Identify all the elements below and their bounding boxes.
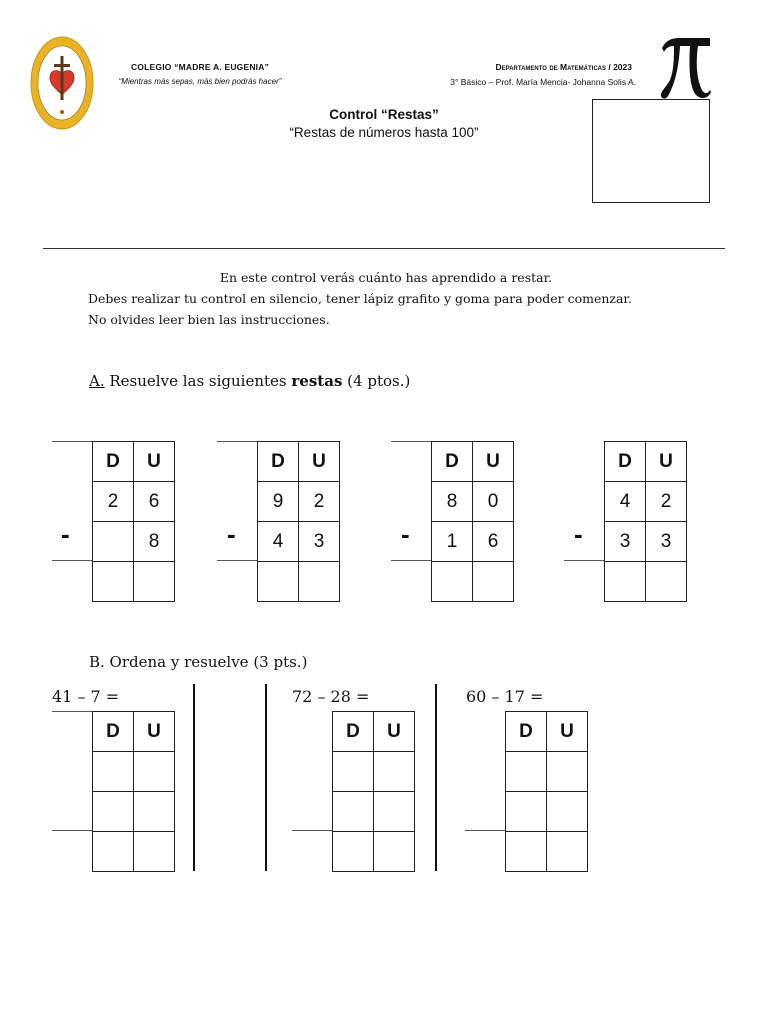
digit-cell[interactable] (93, 792, 134, 832)
digit-cell: 2 (299, 482, 340, 522)
digit-cell[interactable] (93, 752, 134, 792)
problem-a4-minus: - (574, 519, 583, 549)
page-title: Control “Restas” (329, 107, 439, 122)
answer-cell-u[interactable] (547, 832, 588, 872)
department-label: Departamento de Matemáticas / 2023 (495, 62, 632, 72)
header-d: D (506, 712, 547, 752)
digit-cell: 6 (134, 482, 175, 522)
problem-b2-result-line (292, 830, 332, 831)
header-u: U (374, 712, 415, 752)
digit-cell (93, 522, 134, 562)
answer-cell-u[interactable] (646, 562, 687, 602)
answer-cell-u[interactable] (134, 562, 175, 602)
header-d: D (258, 442, 299, 482)
header-u: U (473, 442, 514, 482)
problem-b1-top-line (52, 711, 92, 712)
answer-cell-u[interactable] (299, 562, 340, 602)
digit-cell: 6 (473, 522, 514, 562)
digit-cell: 1 (432, 522, 473, 562)
problem-b2-table (332, 711, 415, 872)
section-a-bold-word: restas (291, 372, 343, 390)
section-a-letter: A. (89, 372, 105, 390)
digit-cell[interactable] (506, 752, 547, 792)
problem-b1-table (92, 711, 175, 872)
digit-cell[interactable] (374, 752, 415, 792)
column-divider-1 (193, 684, 195, 871)
digit-cell: 3 (605, 522, 646, 562)
header-d: D (93, 712, 134, 752)
problem-b1-expression: 41 – 7 = (52, 687, 120, 706)
instruction-line-1: En este control verás cuánto has aprendido a restar. (219, 270, 553, 285)
problem-a3-table (431, 441, 514, 602)
header-d: D (93, 442, 134, 482)
course-label: 3° Básico – Prof. María Mencia- Johanna Solis A. (450, 77, 636, 87)
answer-cell-d[interactable] (506, 832, 547, 872)
section-a-text: Resuelve las siguientes (109, 372, 287, 390)
digit-cell: 3 (299, 522, 340, 562)
section-a-points: (4 ptos.) (347, 372, 411, 390)
problem-a4-result-line (564, 560, 604, 561)
header-u: U (547, 712, 588, 752)
header-u: U (134, 712, 175, 752)
digit-cell[interactable] (547, 792, 588, 832)
header-u: U (646, 442, 687, 482)
answer-cell-d[interactable] (93, 832, 134, 872)
pi-icon (658, 34, 712, 100)
answer-cell-d[interactable] (605, 562, 646, 602)
problem-a4-table (604, 441, 687, 602)
answer-cell-u[interactable] (473, 562, 514, 602)
digit-cell: 9 (258, 482, 299, 522)
page-subtitle: “Restas de números hasta 100” (289, 125, 479, 140)
answer-cell-d[interactable] (93, 562, 134, 602)
answer-cell-u[interactable] (134, 832, 175, 872)
column-divider-2 (265, 684, 267, 871)
problem-a2-table (257, 441, 340, 602)
problem-a1-result-line (52, 560, 92, 561)
header-u: U (134, 442, 175, 482)
school-motto: “Mientras más sepas, más bien podrás hacer” (118, 77, 282, 86)
problem-a2-result-line (217, 560, 257, 561)
problem-a3-top-line (391, 441, 431, 442)
answer-cell-d[interactable] (333, 832, 374, 872)
instruction-line-3: No olvides leer bien las instrucciones. (88, 312, 330, 327)
problem-a3-minus: - (401, 519, 410, 549)
digit-cell: 8 (134, 522, 175, 562)
digit-cell: 2 (93, 482, 134, 522)
header-u: U (299, 442, 340, 482)
problem-b3-table (505, 711, 588, 872)
instruction-line-2: Debes realizar tu control en silencio, tener lápiz grafito y goma para poder comenzar. (88, 291, 633, 306)
problem-b2-expression: 72 – 28 = (292, 687, 370, 706)
digit-cell: 8 (432, 482, 473, 522)
digit-cell: 3 (646, 522, 687, 562)
digit-cell: 0 (473, 482, 514, 522)
digit-cell[interactable] (134, 792, 175, 832)
header-d: D (432, 442, 473, 482)
digit-cell[interactable] (333, 752, 374, 792)
problem-b3-result-line (465, 830, 505, 831)
school-logo (30, 36, 94, 130)
problem-a2-minus: - (227, 519, 236, 549)
digit-cell: 4 (258, 522, 299, 562)
problem-a3-result-line (391, 560, 431, 561)
answer-cell-d[interactable] (258, 562, 299, 602)
answer-cell-u[interactable] (374, 832, 415, 872)
section-a-heading (89, 372, 410, 390)
digit-cell: 4 (605, 482, 646, 522)
grade-box[interactable] (592, 99, 710, 203)
header-d: D (605, 442, 646, 482)
digit-cell[interactable] (134, 752, 175, 792)
digit-cell[interactable] (374, 792, 415, 832)
answer-cell-d[interactable] (432, 562, 473, 602)
column-divider-3 (435, 684, 437, 871)
problem-b1-result-line (52, 830, 92, 831)
problem-b3-expression: 60 – 17 = (466, 687, 544, 706)
digit-cell[interactable] (506, 792, 547, 832)
problem-a1-top-line (52, 441, 92, 442)
section-b-heading: B. Ordena y resuelve (3 pts.) (89, 653, 308, 671)
header-d: D (333, 712, 374, 752)
problem-a1-table (92, 441, 175, 602)
digit-cell[interactable] (333, 792, 374, 832)
digit-cell[interactable] (547, 752, 588, 792)
digit-cell: 2 (646, 482, 687, 522)
problem-a1-minus: - (61, 519, 70, 549)
problem-a2-top-line (217, 441, 257, 442)
header-divider (43, 248, 725, 249)
school-name: COLEGIO “MADRE A. EUGENIA” (130, 62, 270, 72)
